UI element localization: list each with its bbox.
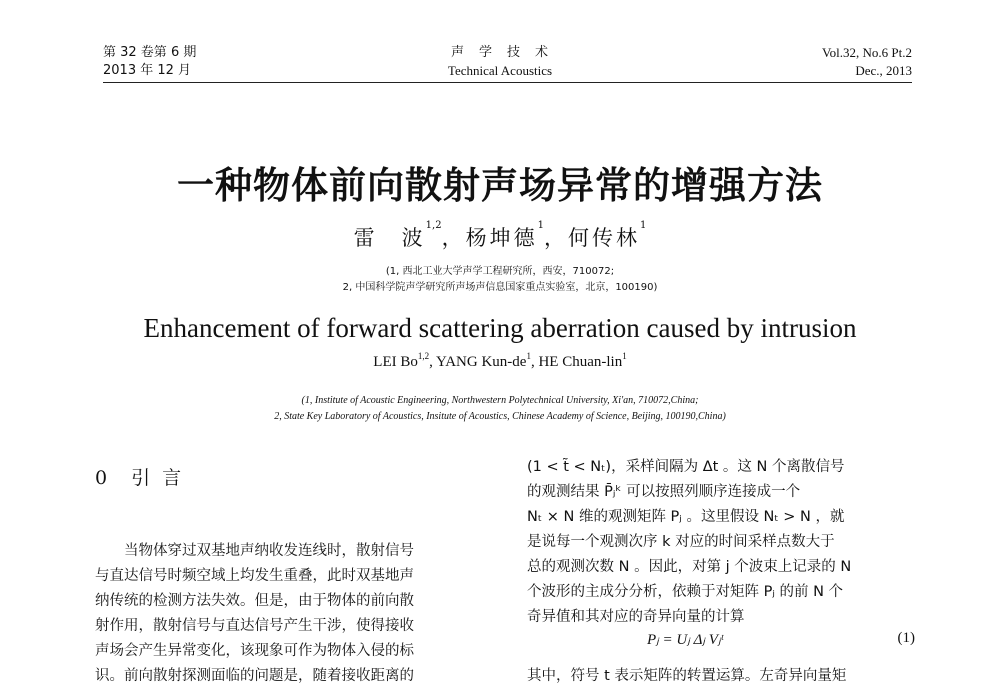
author-3-en-affil: 1 [622, 351, 627, 361]
journal-volume-en: Vol.32, No.6 Pt.2 [821, 45, 912, 60]
paragraph-line: 总的观测次数 N 。因此，对第 j 个波束上记录的 N [527, 559, 852, 575]
affiliation-cn-2: 2, 中国科学院声学研究所声场声信息国家重点实验室，北京，100190) [342, 282, 658, 293]
author-2-en-affil: 1 [526, 351, 531, 361]
author-3-affil: 1 [639, 220, 647, 231]
paragraph-line: (1 < t̃ < Nₜ)，采样间隔为 Δt 。这 N 个离散信号 [527, 459, 845, 475]
authors-cn [0, 222, 1000, 252]
equation-body: Pⱼ = Uⱼ Δⱼ Vⱼᵗ [647, 632, 724, 648]
paper-title-en: Enhancement of forward scattering aberration caused by intrusion [143, 313, 857, 343]
author-separator: ， [543, 226, 568, 250]
header-rule [103, 82, 912, 83]
section-title: 引言 [131, 467, 194, 489]
author-1-en: LEI Bo [373, 354, 418, 370]
author-separator: ， [441, 226, 466, 250]
journal-volume-cn: 第 32 卷第 6 期 [103, 45, 197, 60]
paragraph-line: 是说每一个观测次序 k 对应的时间采样点数大于 [527, 534, 835, 550]
paragraph-line: 个波形的主成分分析，依赖于对矩阵 Pⱼ 的前 N 个 [527, 584, 844, 600]
journal-name-en: Technical Acoustics [447, 63, 553, 78]
paragraph-line: Nₜ × N 维的观测矩阵 Pⱼ 。这里假设 Nₜ > N ，就 [527, 509, 845, 525]
paragraph-line: 奇异值和其对应的奇异向量的计算 [527, 609, 745, 625]
paragraph-line: 识。前向散射探测面临的问题是，随着接收距离的 [95, 668, 414, 684]
paragraph-line: 射作用，散射信号与直达信号产生干涉，使得接收 [95, 618, 414, 634]
left-column-text [95, 539, 487, 689]
paragraph-line: 纳传统的检测方法失效。但是，由于物体的前向散 [95, 593, 414, 609]
paragraph-line: 当物体穿过双基地声纳收发连线时，散射信号 [95, 543, 414, 559]
equation-number: (1) [897, 630, 915, 646]
author-1-cn: 雷 波 [353, 226, 426, 250]
author-3-en: , HE Chuan-lin [530, 354, 623, 370]
right-column-text [527, 455, 915, 630]
section-heading [95, 463, 193, 490]
journal-date-cn: 2013 年 12 月 [103, 63, 192, 78]
paragraph-line: 的观测结果 P̄ⱼᵏ 可以按照列顺序连接成一个 [527, 484, 801, 500]
author-2-cn: 杨坤德 [465, 226, 538, 250]
author-2-affil: 1 [537, 220, 544, 231]
affiliation-en-2: 2, State Key Laboratory of Acoustics, Insitute of Acoustics, Chinese Academy of Science, Beijing, 100190,China) [274, 411, 726, 422]
author-2-en: , YANG Kun-de [429, 354, 527, 370]
section-number: 0 [95, 467, 110, 489]
journal-date-en: Dec., 2013 [855, 63, 912, 78]
paragraph-line: 与直达信号时频空域上均发生重叠，此时双基地声 [95, 568, 414, 584]
paper-title-cn: 一种物体前向散射声场异常的增强方法 [177, 164, 823, 207]
author-1-affil: 1,2 [425, 220, 442, 231]
paragraph-line: 声场会产生异常变化，该现象可作为物体入侵的标 [95, 643, 414, 659]
journal-name-cn: 声 学 技 术 [450, 45, 549, 60]
affiliation-en-1: (1, Institute of Acoustic Engineering, Northwestern Polytechnical University, Xi'an, 710072,China; [301, 395, 699, 406]
paragraph-line: 其中，符号 t 表示矩阵的转置运算。左奇异向量矩 [527, 668, 847, 684]
authors-en [0, 351, 1000, 371]
author-1-en-affil: 1,2 [417, 351, 430, 361]
author-3-cn: 何传林 [567, 226, 640, 250]
affiliation-cn-1: (1, 西北工业大学声学工程研究所，西安，710072; [385, 266, 615, 277]
